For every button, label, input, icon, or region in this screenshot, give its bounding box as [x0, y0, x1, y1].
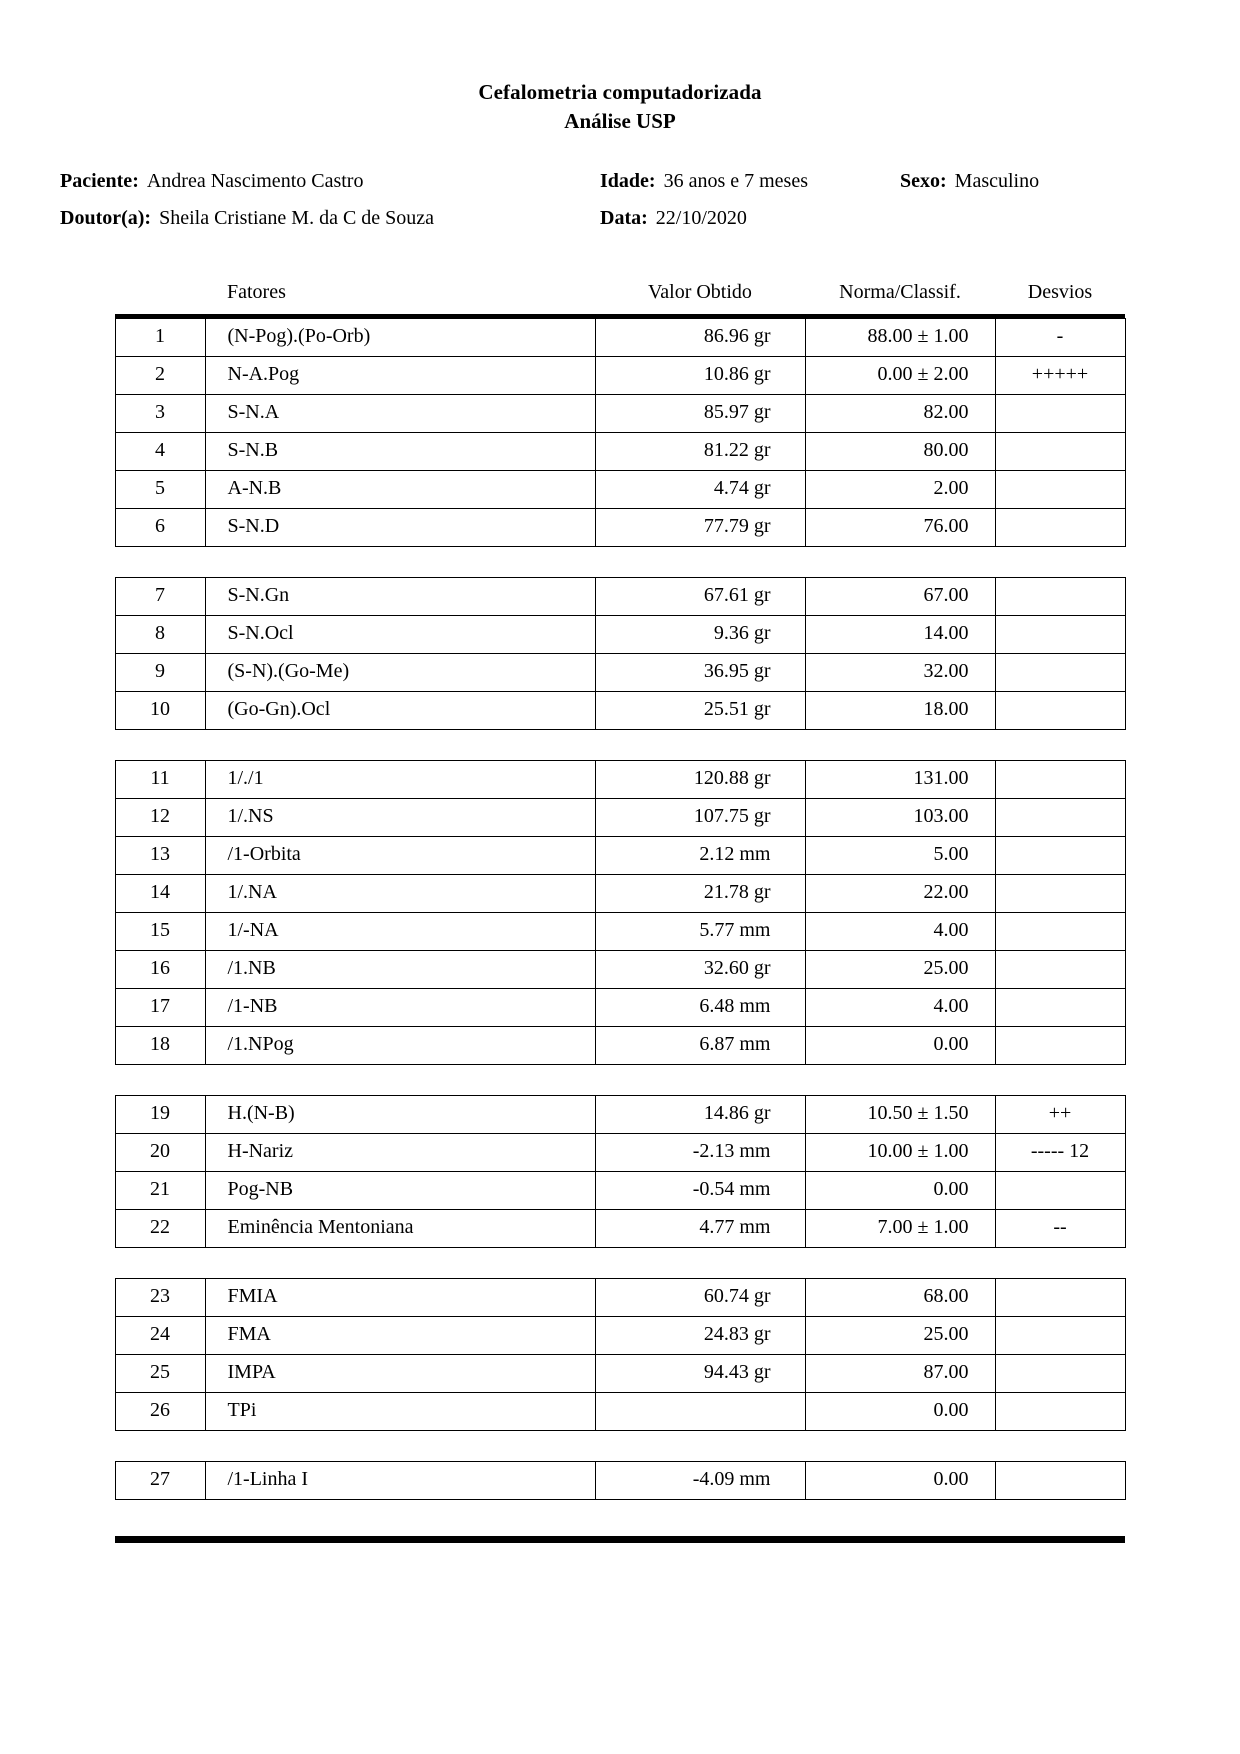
cell-factor: TPi — [205, 1392, 595, 1430]
cell-norm: 25.00 — [805, 950, 995, 988]
cell-obtained-value: 107.75 gr — [595, 798, 805, 836]
cell-number: 7 — [115, 577, 205, 615]
cell-norm: 7.00 ± 1.00 — [805, 1209, 995, 1247]
cell-number: 9 — [115, 653, 205, 691]
table-group-spacer — [115, 1430, 1125, 1461]
cell-norm: 0.00 — [805, 1026, 995, 1064]
cell-number: 16 — [115, 950, 205, 988]
cell-number: 19 — [115, 1095, 205, 1133]
age-label: Idade: — [600, 169, 656, 192]
cell-number: 8 — [115, 615, 205, 653]
cell-obtained-value: 25.51 gr — [595, 691, 805, 729]
table-row — [115, 508, 1125, 546]
cell-factor: 1/.NS — [205, 798, 595, 836]
cell-factor: FMIA — [205, 1278, 595, 1316]
cell-deviation — [995, 470, 1125, 508]
table-row — [115, 1026, 1125, 1064]
table-row — [115, 912, 1125, 950]
cell-deviation — [995, 577, 1125, 615]
cell-obtained-value: 120.88 gr — [595, 760, 805, 798]
table-row — [115, 836, 1125, 874]
cell-number: 20 — [115, 1133, 205, 1171]
cell-norm: 82.00 — [805, 394, 995, 432]
cell-norm: 32.00 — [805, 653, 995, 691]
cell-norm: 14.00 — [805, 615, 995, 653]
cell-norm: 5.00 — [805, 836, 995, 874]
cell-norm: 0.00 ± 2.00 — [805, 356, 995, 394]
cell-norm: 87.00 — [805, 1354, 995, 1392]
cell-factor: 1/-NA — [205, 912, 595, 950]
cell-factor: /1.NPog — [205, 1026, 595, 1064]
table-row — [115, 950, 1125, 988]
cell-deviation — [995, 615, 1125, 653]
table-group-spacer — [115, 1064, 1125, 1095]
doctor-name: Sheila Cristiane M. da C de Souza — [159, 206, 435, 229]
cell-number: 4 — [115, 432, 205, 470]
patient-name: Andrea Nascimento Castro — [146, 169, 364, 192]
cell-factor: /1-NB — [205, 988, 595, 1026]
cell-factor: S-N.D — [205, 508, 595, 546]
cell-deviation — [995, 988, 1125, 1026]
cell-deviation — [995, 691, 1125, 729]
cell-norm: 88.00 ± 1.00 — [805, 318, 995, 356]
cell-number: 22 — [115, 1209, 205, 1247]
cell-norm: 4.00 — [805, 912, 995, 950]
cell-deviation — [995, 1171, 1125, 1209]
cell-obtained-value: 4.77 mm — [595, 1209, 805, 1247]
cell-norm: 25.00 — [805, 1316, 995, 1354]
table-row — [115, 1316, 1125, 1354]
document-title: Cefalometria computadorizada — [478, 80, 762, 104]
header-deviations: Desvios — [1027, 280, 1093, 303]
cell-norm: 22.00 — [805, 874, 995, 912]
cell-number: 6 — [115, 508, 205, 546]
table-row — [115, 1461, 1125, 1499]
cell-number: 26 — [115, 1392, 205, 1430]
cell-deviation: -- — [995, 1209, 1125, 1247]
table-group-spacer — [115, 729, 1125, 760]
cell-deviation — [995, 760, 1125, 798]
cell-norm: 10.00 ± 1.00 — [805, 1133, 995, 1171]
table-row — [115, 1392, 1125, 1430]
cell-number: 3 — [115, 394, 205, 432]
document-subtitle: Análise USP — [564, 109, 676, 134]
cell-deviation — [995, 836, 1125, 874]
sex-value: Masculino — [954, 169, 1040, 192]
cell-factor: (N-Pog).(Po-Orb) — [205, 318, 595, 356]
table-body — [115, 318, 1125, 1499]
table-row — [115, 1095, 1125, 1133]
cell-number: 15 — [115, 912, 205, 950]
cell-factor: N-A.Pog — [205, 356, 595, 394]
cell-obtained-value: 81.22 gr — [595, 432, 805, 470]
age-value: 36 anos e 7 meses — [663, 169, 808, 192]
table-row — [115, 1171, 1125, 1209]
doctor-label: Doutor(a): — [60, 206, 152, 229]
sex-label: Sexo: — [900, 169, 947, 192]
cell-obtained-value: 6.48 mm — [595, 988, 805, 1026]
table-row — [115, 988, 1125, 1026]
cell-obtained-value: -4.09 mm — [595, 1461, 805, 1499]
cell-factor: /1-Linha I — [205, 1461, 595, 1499]
header-norm: Norma/Classif. — [839, 280, 961, 303]
cell-number: 2 — [115, 356, 205, 394]
cell-factor: S-N.A — [205, 394, 595, 432]
table-row — [115, 653, 1125, 691]
cell-deviation: - — [995, 318, 1125, 356]
table-row — [115, 615, 1125, 653]
cell-factor: S-N.Ocl — [205, 615, 595, 653]
date-value: 22/10/2020 — [655, 206, 747, 229]
cell-number: 23 — [115, 1278, 205, 1316]
cell-number: 12 — [115, 798, 205, 836]
cell-deviation — [995, 1316, 1125, 1354]
table-row — [115, 760, 1125, 798]
cell-obtained-value: 36.95 gr — [595, 653, 805, 691]
header-obtained-value: Valor Obtido — [648, 280, 752, 303]
table-row — [115, 691, 1125, 729]
cell-factor: Eminência Mentoniana — [205, 1209, 595, 1247]
cell-norm: 18.00 — [805, 691, 995, 729]
cell-factor: 1/./1 — [205, 760, 595, 798]
cell-norm: 131.00 — [805, 760, 995, 798]
cell-number: 25 — [115, 1354, 205, 1392]
cell-factor: 1/.NA — [205, 874, 595, 912]
cell-obtained-value: 6.87 mm — [595, 1026, 805, 1064]
cell-number: 18 — [115, 1026, 205, 1064]
cell-norm: 2.00 — [805, 470, 995, 508]
cell-deviation — [995, 432, 1125, 470]
patient-info-row-2 — [60, 200, 1180, 237]
cell-deviation — [995, 950, 1125, 988]
cell-norm: 10.50 ± 1.50 — [805, 1095, 995, 1133]
cell-deviation: +++++ — [995, 356, 1125, 394]
cell-number: 1 — [115, 318, 205, 356]
cell-norm: 68.00 — [805, 1278, 995, 1316]
cell-factor: S-N.Gn — [205, 577, 595, 615]
table-row — [115, 798, 1125, 836]
cell-obtained-value: 85.97 gr — [595, 394, 805, 432]
table-header — [115, 277, 1125, 319]
patient-info-row-1 — [60, 163, 1180, 200]
cell-deviation — [995, 1354, 1125, 1392]
cell-number: 10 — [115, 691, 205, 729]
header-number — [115, 277, 205, 314]
table-row — [115, 394, 1125, 432]
cell-norm: 4.00 — [805, 988, 995, 1026]
cell-factor: /1.NB — [205, 950, 595, 988]
cell-number: 27 — [115, 1461, 205, 1499]
cell-norm: 80.00 — [805, 432, 995, 470]
title-block — [60, 78, 1180, 137]
cell-deviation: ----- 12 — [995, 1133, 1125, 1171]
cell-factor: (S-N).(Go-Me) — [205, 653, 595, 691]
patient-info — [60, 163, 1180, 237]
table-row — [115, 874, 1125, 912]
cell-deviation — [995, 394, 1125, 432]
cell-obtained-value: 21.78 gr — [595, 874, 805, 912]
cell-number: 11 — [115, 760, 205, 798]
header-factors: Fatores — [227, 280, 286, 303]
cell-obtained-value: 32.60 gr — [595, 950, 805, 988]
table-row — [115, 577, 1125, 615]
cell-deviation — [995, 653, 1125, 691]
cell-deviation — [995, 912, 1125, 950]
cell-deviation — [995, 508, 1125, 546]
cell-deviation — [995, 874, 1125, 912]
cell-factor: H-Nariz — [205, 1133, 595, 1171]
table-row — [115, 470, 1125, 508]
cell-obtained-value: 67.61 gr — [595, 577, 805, 615]
cell-factor: FMA — [205, 1316, 595, 1354]
cell-number: 17 — [115, 988, 205, 1026]
cell-obtained-value: 77.79 gr — [595, 508, 805, 546]
cell-norm: 76.00 — [805, 508, 995, 546]
cell-obtained-value: -2.13 mm — [595, 1133, 805, 1171]
cell-deviation — [995, 1461, 1125, 1499]
table-row — [115, 1209, 1125, 1247]
cell-obtained-value: 2.12 mm — [595, 836, 805, 874]
table-group-spacer — [115, 1247, 1125, 1278]
measurements-table-wrap — [60, 277, 1180, 1543]
table-row — [115, 356, 1125, 394]
cell-number: 24 — [115, 1316, 205, 1354]
cell-factor: IMPA — [205, 1354, 595, 1392]
cell-obtained-value: 94.43 gr — [595, 1354, 805, 1392]
cell-obtained-value: 60.74 gr — [595, 1278, 805, 1316]
cell-number: 21 — [115, 1171, 205, 1209]
cell-number: 13 — [115, 836, 205, 874]
cell-norm: 67.00 — [805, 577, 995, 615]
cell-obtained-value: 14.86 gr — [595, 1095, 805, 1133]
patient-label: Paciente: — [60, 169, 139, 192]
cell-deviation — [995, 1026, 1125, 1064]
cell-number: 5 — [115, 470, 205, 508]
table-row — [115, 1278, 1125, 1316]
cell-number: 14 — [115, 874, 205, 912]
cell-deviation — [995, 798, 1125, 836]
cell-norm: 103.00 — [805, 798, 995, 836]
cell-factor: (Go-Gn).Ocl — [205, 691, 595, 729]
cell-norm: 0.00 — [805, 1461, 995, 1499]
cell-deviation — [995, 1392, 1125, 1430]
cell-deviation — [995, 1278, 1125, 1316]
table-row — [115, 432, 1125, 470]
measurements-table — [115, 277, 1126, 1500]
cell-obtained-value: 10.86 gr — [595, 356, 805, 394]
cell-norm: 0.00 — [805, 1392, 995, 1430]
cell-obtained-value: 86.96 gr — [595, 318, 805, 356]
footer-rule — [115, 1536, 1125, 1543]
table-row — [115, 1354, 1125, 1392]
cell-obtained-value — [595, 1392, 805, 1430]
cell-obtained-value: 5.77 mm — [595, 912, 805, 950]
table-header-row — [115, 277, 1125, 314]
cell-obtained-value: 24.83 gr — [595, 1316, 805, 1354]
cell-factor: /1-Orbita — [205, 836, 595, 874]
cell-factor: H.(N-B) — [205, 1095, 595, 1133]
table-row — [115, 318, 1125, 356]
date-label: Data: — [600, 206, 648, 229]
cell-obtained-value: 9.36 gr — [595, 615, 805, 653]
table-group-spacer — [115, 546, 1125, 577]
cell-obtained-value: -0.54 mm — [595, 1171, 805, 1209]
cell-deviation: ++ — [995, 1095, 1125, 1133]
table-row — [115, 1133, 1125, 1171]
cell-factor: S-N.B — [205, 432, 595, 470]
cell-obtained-value: 4.74 gr — [595, 470, 805, 508]
cell-norm: 0.00 — [805, 1171, 995, 1209]
cell-factor: A-N.B — [205, 470, 595, 508]
cell-factor: Pog-NB — [205, 1171, 595, 1209]
